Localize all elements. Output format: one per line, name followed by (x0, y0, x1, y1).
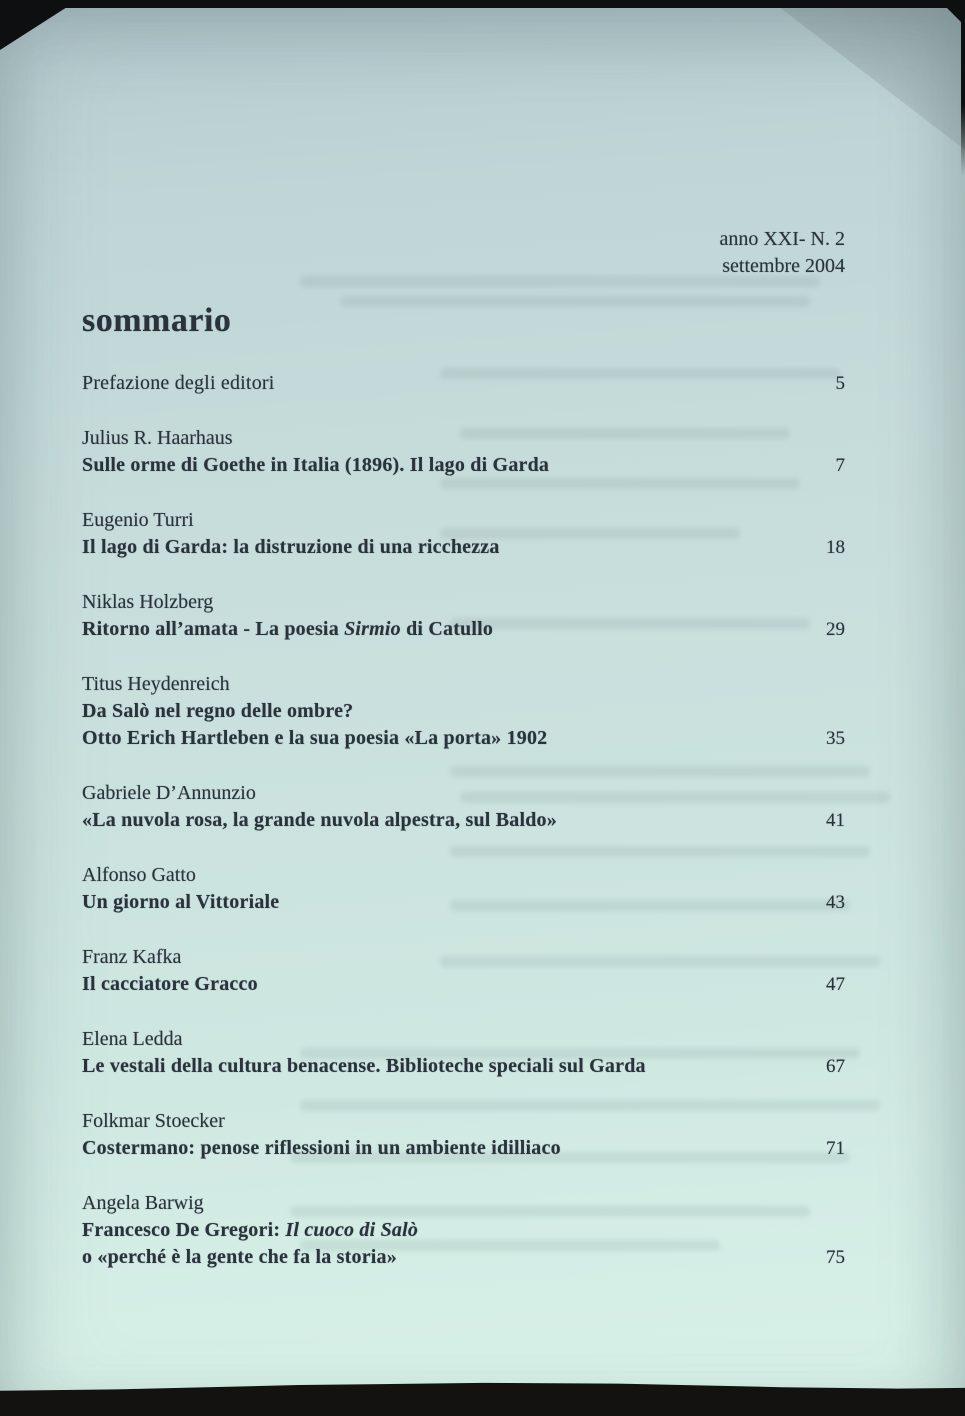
page-number: 35 (826, 728, 845, 749)
title-segment: Prefazione degli editori (82, 372, 275, 394)
toc-entry (82, 507, 845, 561)
entry-text (82, 944, 789, 998)
entry-title-line (82, 807, 789, 834)
entry-text (82, 589, 789, 643)
entry-text (82, 1026, 789, 1080)
entry-text (82, 1190, 789, 1271)
entry-title-line (82, 370, 789, 397)
page-number: 7 (835, 455, 845, 476)
title-segment: o «perché è la gente che fa la storia» (82, 1246, 397, 1268)
page-number: 75 (826, 1247, 845, 1268)
title-segment: Francesco De Gregori: (82, 1219, 286, 1241)
entry-author: Folkmar Stoecker (82, 1110, 225, 1132)
entry-title-line (82, 1053, 789, 1080)
title-segment: Sulle orme di Goethe in Italia (1896). Il lago di Garda (82, 454, 550, 476)
toc-entry (82, 671, 845, 752)
entry-title-line (82, 1217, 789, 1244)
page-title: sommario (82, 302, 232, 339)
issue-header (82, 226, 845, 280)
title-segment: Ritorno all’amata - La poesia (82, 618, 345, 640)
title-segment: Otto Erich Hartleben e la sua poesia «La porta» 1902 (82, 727, 548, 749)
toc-entry (82, 1026, 845, 1080)
scanner-edge-top (0, 0, 965, 8)
entry-title-line (82, 889, 789, 916)
entry-author: Alfonso Gatto (82, 864, 196, 886)
toc-entry (82, 862, 845, 916)
entry-text (82, 1108, 789, 1162)
title-segment: di Catullo (400, 618, 494, 640)
toc-entry (82, 589, 845, 643)
entry-text (82, 671, 789, 752)
issue-date: settembre 2004 (722, 255, 845, 277)
entry-text (82, 425, 789, 479)
scanner-edge-right (961, 0, 965, 175)
entry-author: Franz Kafka (82, 946, 182, 968)
toc-entry (82, 780, 845, 834)
entry-title-line (82, 616, 789, 643)
entry-author: Eugenio Turri (82, 509, 194, 531)
entry-author: Elena Ledda (82, 1028, 183, 1050)
toc-entry (82, 1108, 845, 1162)
toc-entry (82, 944, 845, 998)
entry-author: Gabriele D’Annunzio (82, 782, 256, 804)
title-segment: Un giorno al Vittoriale (82, 891, 280, 913)
entry-text (82, 507, 789, 561)
entry-author: Angela Barwig (82, 1192, 204, 1214)
title-segment: Il lago di Garda: la distruzione di una ricchezza (82, 536, 500, 558)
entry-text (82, 780, 789, 834)
title-segment: Il cuoco di Salò (285, 1219, 419, 1241)
title-segment: Da Salò nel regno delle ombre? (82, 700, 354, 722)
entry-title-line (82, 1135, 789, 1162)
title-segment: Costermano: penose riflessioni in un ambiente idilliaco (82, 1137, 561, 1159)
page-number: 29 (826, 619, 845, 640)
entry-title-line (82, 725, 789, 752)
entry-title-line (82, 971, 789, 998)
scanner-edge-bottom (0, 1380, 965, 1416)
title-segment: Le vestali della cultura benacense. Biblioteche speciali sul Garda (82, 1055, 646, 1077)
page-number: 47 (826, 974, 845, 995)
toc-entries (82, 370, 845, 1271)
toc-entry (82, 425, 845, 479)
entry-text (82, 862, 789, 916)
entry-title-line (82, 698, 789, 725)
entry-author: Julius R. Haarhaus (82, 427, 233, 449)
entry-title-line (82, 534, 789, 561)
page-number: 18 (826, 537, 845, 558)
page-number: 71 (826, 1138, 845, 1159)
entry-title-line (82, 452, 789, 479)
entry-author: Titus Heydenreich (82, 673, 230, 695)
entry-text (82, 370, 789, 397)
issue-edition: anno XXI- N. 2 (719, 228, 845, 250)
page-number: 67 (826, 1056, 845, 1077)
toc-entry (82, 1190, 845, 1271)
toc-entry (82, 370, 845, 397)
entry-title-line (82, 1244, 789, 1271)
title-segment: Il cacciatore Gracco (82, 973, 258, 995)
page-number: 5 (835, 373, 845, 394)
title-segment: «La nuvola rosa, la grande nuvola alpestra, sul Baldo» (82, 809, 557, 831)
page-number: 41 (826, 810, 845, 831)
entry-author: Niklas Holzberg (82, 591, 214, 613)
page-number: 43 (826, 892, 845, 913)
title-segment: Sirmio (344, 618, 401, 640)
